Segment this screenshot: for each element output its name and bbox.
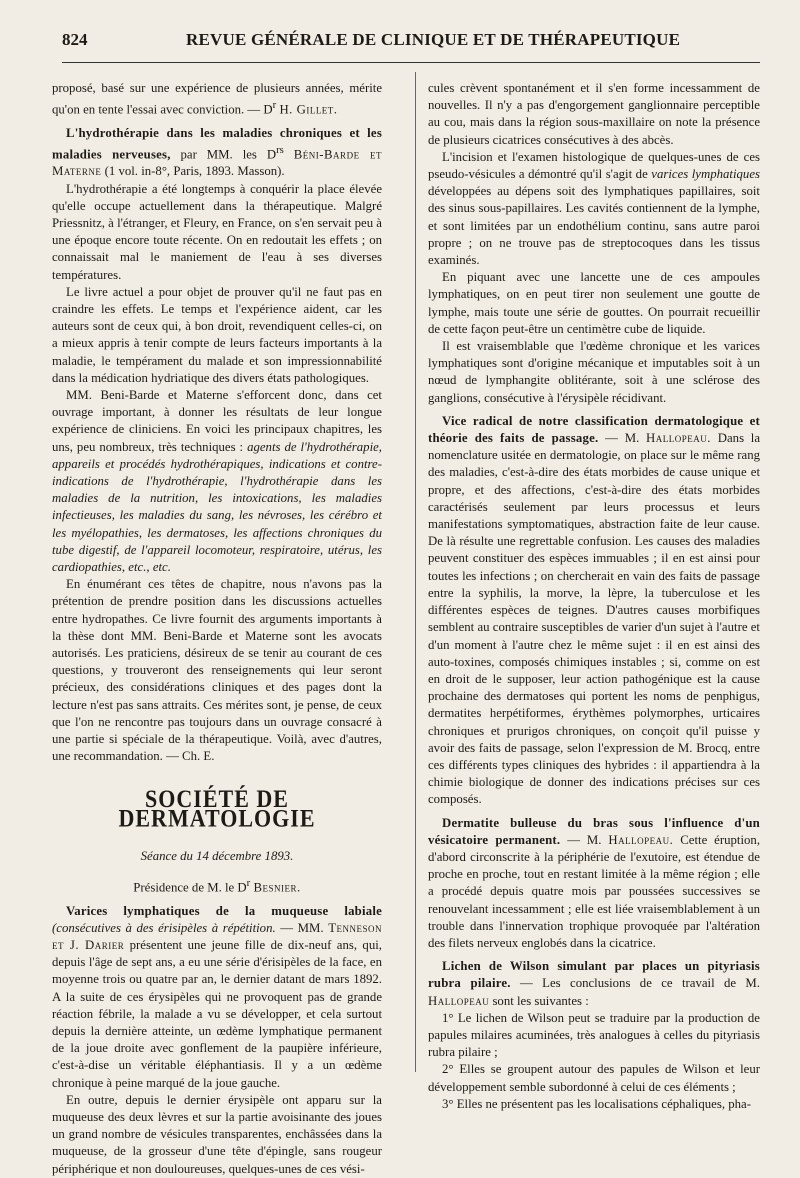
- list-item: 1° Le lichen de Wilson peut se traduire par la production de papules milaires acuminées, très analogues à celles du pityriasis rubra pilaire ;: [428, 1010, 760, 1060]
- left-column: [52, 80, 382, 1178]
- communication: Lichen de Wilson simulant par places un pityriasis rubra pilaire. — Les conclusions de ce travail de M. Hallopeau sont les suivantes :: [428, 959, 760, 1008]
- review-heading: L'hydrothérapie dans les maladies chroniques et les maladies nerveuses, par MM. les $D^{rs}$ Béni-Barde et Materne (1 vol. in-8°, Paris, 1893. Masson).: [52, 125, 382, 179]
- paragraph: MM. Beni-Barde et Materne s'efforcent donc, dans cet ouvrage important, à donner les résultats de leur longue expérience de cliniciens. En voici les principaux chapitres, les uns, peu nombreux, très techniques : agents de l'hydrothérapie, appareils et procédés hydrothérapiques, indications et contre-indications de l'hydrothérapie, l'hydrothérapie dans les maladies de la nutrition, les intoxications, les maladies infectieuses, les maladies du sang, les névroses, les cérébro et les myélopathies, les dermatoses, les affections chroniques du tube digestif, de l'appareil locomoteur, respiratoire, utérus, les cardiopathies, etc., etc.: [52, 387, 383, 575]
- paragraph: Il est vraisemblable que l'œdème chronique et les varices lymphatiques sont d'origine mécanique et imputables soit à un nœud de lymphangite oblitérante, soit à une sclérose des ganglions, consécutive à l'érysipèle récidivant.: [428, 339, 760, 405]
- communication: Dermatite bulleuse du bras sous l'influence d'un vésicatoire permanent. — M. Hallopeau. Cette éruption, d'abord circonscrite à la périphérie de l'exutoire, est étendue de proche en proche, tout en restant limitée à la même région ; elle a procédé depuis quatre mois par poussées successives se renouvelant incessamment ; elle est liée vraisemblablement à un trouble dans l'innervation trophique provoquée par l'altération des filets nerveux englobés dans la cicatrice.: [428, 815, 761, 950]
- paragraph: Le livre actuel a pour objet de prouver qu'il ne faut pas en craindre les effets. Le temps et l'expérience aident, car les auteurs sont de ceux qui, à bon droit, revendiquent celles-ci, on a mieux appris à tenir compte de leurs facteurs importants à la maladie, le tempérament du malade et son impressionnabilité dans la médication hydriatique des divers états pathologiques.: [52, 284, 382, 385]
- paragraph: L'incision et l'examen histologique de quelques-unes de ces pseudo-vésicules a démontré qu'il s'agit de varices lymphatiques développées au dépens soit des lymphatiques papillaires, soit des sinus sous-papillaires. Les cavités contiennent de la lymphe, et sont limitées par un endothélium continu, sans autre paroi propre ; on ne trouve pas de streptocoques dans les tissus examinés.: [428, 149, 760, 268]
- communication: Varices lymphatiques de la muqueuse labiale (consécutives à des érisipèles à répétition. — MM. Tenneson et J. Darier présentent une jeune fille de dix-neuf ans, qui, depuis l'âge de sept ans, a eu une série d'érisipèles de la face, en moyenne trois ou quatre par an, le dernier datant de mars 1892. A la suite de ces érysipèles qui ne provoquent pas de grande réaction fébrile, la malade a vu se développer, et cela surtout depuis la dernière atteinte, un œdème lymphatique permanent de la joue droite avec gonflement de la paupière inférieure, c'est-à-dise un véritable éléphantiasis. Il y a un œdème chronique à peine marqué de la joue gauche.: [52, 903, 383, 1090]
- column-divider: [415, 72, 416, 1072]
- communication-title: Varices lymphatiques de la muqueuse labiale: [66, 903, 382, 918]
- section-title: SOCIÉTÉ DE DERMATOLOGIE: [118, 784, 316, 833]
- list-item: 2° Elles se groupent autour des papules de Wilson et leur développement semble subordonné à celui de ces éléments ;: [428, 1062, 760, 1094]
- communication-title: Vice radical de notre classification dermatologique et théorie des faits de passage.: [428, 413, 760, 446]
- communication: Vice radical de notre classification dermatologique et théorie des faits de passage. — M. Hallopeau. Dans la nomenclature usitée en dermatologie, on place sur le même rang des maladies, c'est-à-dire des états morbides de cause unique et propre, et des affections, c'est-à-dire des états morbides caractérisés seulement par leurs processus et leurs manifestations symptomatiques, abstraction faite de leur cause. De là résulte une regrettable confusion. Les causes des maladies peuvent constituer des espèces immuables ; il en est ainsi pour toutes les infections ; on chercherait en vain des faits de passage entre la syphilis, la morve, la lèpre, la tuberculose et les différentes espèces de teignes. D'autres causes morbifiques semblent au contraire susceptibles de varier d'un sujet à l'autre et d'un moment à l'autre chez le même sujet : il en est ainsi des auto-toxines, composés chimiques instables ; si, comme on est en droit de le supposer, leur action pathogénique est la cause prochaine des dermatoses qui portent les noms de penphigus, dermatites herpétiformes, érythèmes polymorphes, urticaires chroniques et prurigos chroniques, on conçoit qu'il puisse y avoir des faits de passage, selon l'expression de M. Brocq, entre ces différents types cliniques des hybrides : il appartiendra à la chimie biologique de donner des indications précises sur ces composés.: [428, 413, 761, 807]
- communication-title: Dermatite bulleuse du bras sous l'influence d'un vésicatoire permanent.: [428, 815, 760, 847]
- presidency: Présidence de M. le $D^r$ Besnier.: [133, 878, 301, 895]
- review-authors: Béni-Barde et Materne: [52, 147, 382, 179]
- paragraph: En énumérant ces têtes de chapitre, nous n'avons pas la prétention de prendre position dans les discussions actuelles entre hydropathes. Ce livre fournit des arguments importants à la thèse dont MM. Beni-Barde et Materne sont les avocats autorisés. Les praticiens, désireux de se tenir au courant de ces questions, y trouveront des renseignements qui leur seront précieux, des considérations cliniques et des pages dont la lecture n'est pas sans attraits. Ces mérites sont, je pense, de ceux que l'on ne rencontre pas toujours dans un ouvrage consacré à une partie si spéciale de la thérapeutique. Voilà, avec d'autres, une recommandation. — Ch. E.: [52, 577, 382, 764]
- paragraph: En outre, depuis le dernier érysipèle ont apparu sur la muqueuse des deux lèvres et sur la partie avoisinante des joues un grand nombre de vésicules transparentes, enchâssées dans la muqueuse, de la grosseur d'une tête d'épingle, sans rougeur périphérique et non douloureuses, quelques-unes de ces vési-: [52, 1092, 382, 1176]
- communication-title: Lichen de Wilson simulant par places un pityriasis rubra pilaire.: [428, 959, 760, 991]
- header-rule: [62, 62, 760, 63]
- review-title: L'hydrothérapie dans les maladies chroniques et les maladies nerveuses,: [52, 125, 382, 162]
- list-item: 3° Elles ne présentent pas les localisations céphaliques, pha-: [442, 1096, 751, 1111]
- paragraph: L'hydrothérapie a été longtemps à conquérir la place élevée qu'elle occupe actuellement dans la thérapeutique. Malgré Priessnitz, à l'étranger, et Fleury, en France, on s'en servait peu à une époque encore toute récente. On en redoutait les effets ; on connaissait mal le maniement de l'eau à ses diverses températures.: [52, 181, 382, 282]
- paragraph: cules crèvent spontanément et il s'en forme incessamment de nouvelles. Il n'y a pas d'engorgement ganglionnaire perceptible au cou, mais dans la région sous-maxillaire on note la présence de plusieurs cicatrices consécutives à des abcès.: [428, 81, 760, 147]
- paragraph: proposé, basé sur une expérience de plusieurs années, mérite qu'on en tente l'essai avec conviction. — $D^r$ H. Gillet.: [52, 81, 382, 117]
- page-header: [62, 28, 760, 56]
- right-column: [428, 80, 760, 1113]
- running-title: REVUE GÉNÉRALE DE CLINIQUE ET DE THÉRAPEUTIQUE: [186, 30, 681, 49]
- paragraph: En piquant avec une lancette une de ces ampoules lymphatiques, on en peut tirer non seulement une goutte de lymphe, mais toute une série de gouttes. On pourrait recueillir de cette façon peut-être un centimètre cube de liquide.: [428, 270, 760, 336]
- page-number: 824: [62, 30, 88, 49]
- session-date: Séance du 14 décembre 1893.: [140, 848, 294, 863]
